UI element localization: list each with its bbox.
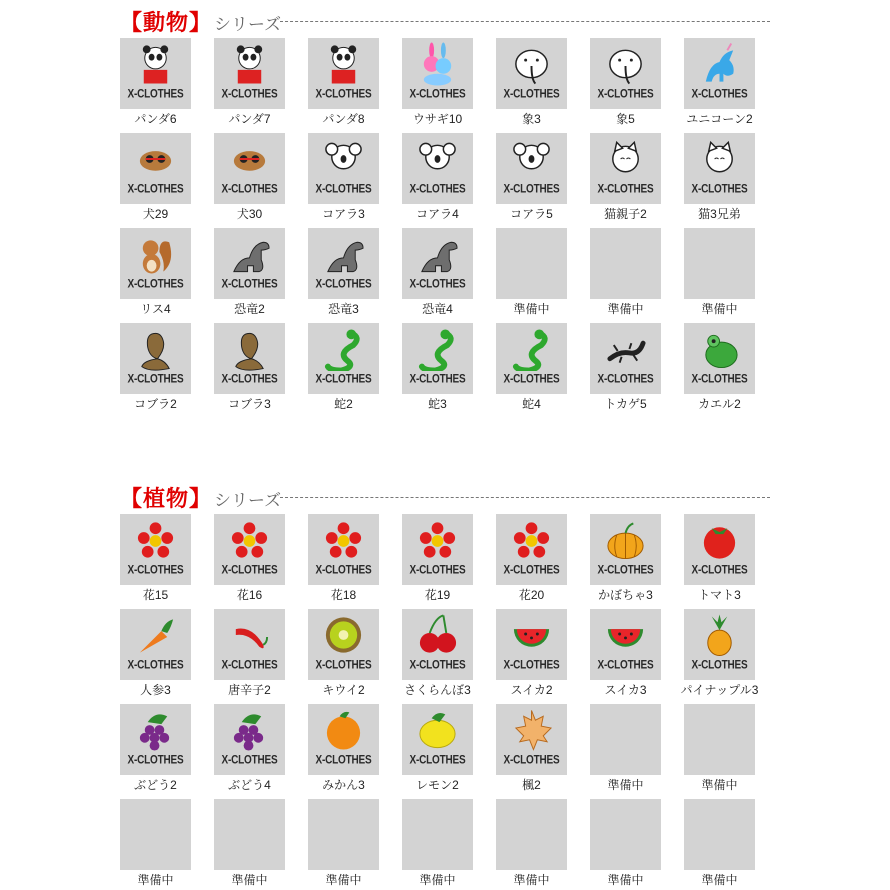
- design-tile[interactable]: [214, 609, 285, 699]
- design-name: 準備中: [607, 873, 644, 887]
- tile-background: [684, 704, 755, 775]
- brand-label: X-CLOTHES: [221, 183, 278, 196]
- design-tile[interactable]: [496, 323, 567, 413]
- design-tile[interactable]: [402, 133, 473, 223]
- brand-label: X-CLOTHES: [409, 754, 466, 767]
- brand-label: X-CLOTHES: [315, 754, 372, 767]
- brand-label: X-CLOTHES: [127, 183, 184, 196]
- brand-label: X-CLOTHES: [221, 88, 278, 101]
- tile-background: [120, 799, 191, 870]
- brand-label: X-CLOTHES: [127, 659, 184, 672]
- cobra-icon: [134, 327, 177, 371]
- design-name: 象3: [522, 112, 541, 126]
- placeholder-tile: [684, 799, 755, 889]
- snake-icon: [510, 327, 553, 371]
- brand-label: X-CLOTHES: [597, 373, 654, 386]
- brand-label: X-CLOTHES: [409, 659, 466, 672]
- design-name: キウイ2: [322, 683, 365, 697]
- snake-icon: [416, 327, 459, 371]
- placeholder-tile: [120, 799, 191, 889]
- design-tile[interactable]: [590, 514, 661, 604]
- kiwi-icon: [322, 613, 365, 657]
- koala-icon: [322, 137, 365, 181]
- design-tile[interactable]: [214, 704, 285, 794]
- watermelon-icon: [510, 613, 553, 657]
- placeholder-tile: [496, 228, 567, 318]
- brand-label: X-CLOTHES: [503, 88, 560, 101]
- design-tile[interactable]: [308, 609, 379, 699]
- brand-label: X-CLOTHES: [503, 659, 560, 672]
- tile-background: [590, 704, 661, 775]
- design-tile[interactable]: [402, 514, 473, 604]
- brand-label: X-CLOTHES: [409, 88, 466, 101]
- design-name: スイカ2: [510, 683, 553, 697]
- dinosaur-icon: [416, 232, 459, 276]
- design-name: 恐竜3: [328, 302, 359, 316]
- design-tile[interactable]: [214, 133, 285, 223]
- design-tile[interactable]: [308, 228, 379, 318]
- dashed-divider: [280, 21, 770, 22]
- design-name: さくらんぼ3: [404, 683, 471, 697]
- design-tile[interactable]: [590, 38, 661, 128]
- placeholder-tile: [402, 799, 473, 889]
- brand-label: X-CLOTHES: [127, 88, 184, 101]
- design-name: 花18: [330, 588, 357, 602]
- placeholder-tile: [214, 799, 285, 889]
- design-tile[interactable]: [590, 609, 661, 699]
- design-name: レモン2: [416, 778, 459, 792]
- design-tile[interactable]: [684, 514, 755, 604]
- section-series-label: シリーズ: [214, 15, 282, 34]
- design-name: ユニコーン2: [686, 112, 753, 126]
- design-name: 犬30: [236, 207, 263, 221]
- design-name: 楓2: [522, 778, 541, 792]
- carrot-icon: [134, 613, 177, 657]
- design-tile[interactable]: [120, 38, 191, 128]
- placeholder-tile: [684, 704, 755, 794]
- design-name: コアラ5: [510, 207, 553, 221]
- tile-background: [496, 228, 567, 299]
- design-name: 準備中: [701, 873, 738, 887]
- design-name: 猫親子2: [604, 207, 647, 221]
- brand-label: X-CLOTHES: [315, 88, 372, 101]
- brand-label: X-CLOTHES: [315, 373, 372, 386]
- brand-label: X-CLOTHES: [127, 278, 184, 291]
- design-name: 準備中: [607, 778, 644, 792]
- design-name: コブラ2: [134, 397, 177, 411]
- placeholder-tile: [590, 704, 661, 794]
- brand-label: X-CLOTHES: [409, 278, 466, 291]
- dog-icon: [134, 137, 177, 181]
- brand-label: X-CLOTHES: [691, 373, 748, 386]
- cat-icon: [604, 137, 647, 181]
- design-name: コアラ4: [416, 207, 459, 221]
- section-heading: 【動物】: [120, 10, 213, 35]
- design-tile[interactable]: [214, 38, 285, 128]
- design-name: 準備中: [325, 873, 362, 887]
- tile-background: [214, 799, 285, 870]
- section-heading: 【植物】: [120, 486, 213, 511]
- brand-label: X-CLOTHES: [691, 564, 748, 577]
- brand-label: X-CLOTHES: [597, 88, 654, 101]
- brand-label: X-CLOTHES: [315, 278, 372, 291]
- design-name: ぶどう4: [228, 778, 271, 792]
- unicorn-icon: [698, 42, 741, 86]
- design-name: 花19: [424, 588, 451, 602]
- rabbit-icon: [416, 42, 459, 86]
- elephant-icon: [604, 42, 647, 86]
- design-tile[interactable]: [308, 704, 379, 794]
- design-name: 花20: [518, 588, 545, 602]
- design-tile[interactable]: [214, 323, 285, 413]
- flower-icon: [322, 518, 365, 562]
- design-tile[interactable]: [120, 228, 191, 318]
- design-tile[interactable]: [308, 323, 379, 413]
- tile-background: [684, 228, 755, 299]
- design-tile[interactable]: [402, 704, 473, 794]
- brand-label: X-CLOTHES: [503, 373, 560, 386]
- dinosaur-icon: [228, 232, 271, 276]
- panda-icon: [322, 42, 365, 86]
- cherry-icon: [416, 613, 459, 657]
- design-tile[interactable]: [590, 323, 661, 413]
- design-name: スイカ3: [604, 683, 647, 697]
- dashed-divider: [280, 497, 770, 498]
- design-tile[interactable]: [214, 228, 285, 318]
- design-tile[interactable]: [496, 704, 567, 794]
- design-name: 準備中: [607, 302, 644, 316]
- brand-label: X-CLOTHES: [221, 564, 278, 577]
- placeholder-tile: [496, 799, 567, 889]
- design-name: ぶどう2: [134, 778, 177, 792]
- brand-label: X-CLOTHES: [691, 183, 748, 196]
- design-tile[interactable]: [120, 133, 191, 223]
- design-tile[interactable]: [496, 38, 567, 128]
- design-name: 唐辛子2: [228, 683, 271, 697]
- design-name: パンダ7: [228, 112, 271, 126]
- flower-icon: [416, 518, 459, 562]
- tomato-icon: [698, 518, 741, 562]
- design-tile[interactable]: [680, 609, 759, 699]
- section-title: [120, 6, 281, 36]
- design-tile[interactable]: [496, 609, 567, 699]
- design-name: 猫3兄弟: [698, 207, 741, 221]
- design-tile[interactable]: [496, 514, 567, 604]
- tile-background: [402, 799, 473, 870]
- design-name: トカゲ5: [604, 397, 647, 411]
- design-name: みかん3: [322, 778, 365, 792]
- design-tile[interactable]: [402, 38, 473, 128]
- brand-label: X-CLOTHES: [315, 659, 372, 672]
- design-tile[interactable]: [402, 609, 473, 699]
- placeholder-tile: [590, 799, 661, 889]
- maple-leaf-icon: [510, 708, 553, 752]
- design-name: 象5: [616, 112, 635, 126]
- tile-background: [308, 799, 379, 870]
- design-name: ウサギ10: [412, 112, 463, 126]
- design-tile[interactable]: [308, 514, 379, 604]
- design-name: 準備中: [513, 302, 550, 316]
- brand-label: X-CLOTHES: [127, 564, 184, 577]
- pineapple-icon: [698, 613, 741, 657]
- dog-icon: [228, 137, 271, 181]
- brand-label: X-CLOTHES: [127, 373, 184, 386]
- design-tile[interactable]: [214, 514, 285, 604]
- design-name: 準備中: [701, 302, 738, 316]
- flower-icon: [510, 518, 553, 562]
- design-tile[interactable]: [308, 133, 379, 223]
- section-title: [120, 482, 281, 512]
- design-name: トマト3: [698, 588, 741, 602]
- brand-label: X-CLOTHES: [503, 754, 560, 767]
- brand-label: X-CLOTHES: [597, 183, 654, 196]
- design-name: 花16: [236, 588, 263, 602]
- design-name: パンダ6: [134, 112, 177, 126]
- watermelon-icon: [604, 613, 647, 657]
- tile-background: [684, 799, 755, 870]
- design-tile[interactable]: [402, 323, 473, 413]
- design-tile[interactable]: [402, 228, 473, 318]
- design-name: 準備中: [419, 873, 456, 887]
- brand-label: X-CLOTHES: [409, 373, 466, 386]
- design-name: 蛇3: [428, 397, 447, 411]
- section-series-label: シリーズ: [214, 491, 282, 510]
- design-name: 恐竜2: [234, 302, 265, 316]
- design-name: コブラ3: [228, 397, 271, 411]
- tile-background: [590, 228, 661, 299]
- design-tile[interactable]: [120, 704, 191, 794]
- brand-label: X-CLOTHES: [315, 183, 372, 196]
- design-name: 花15: [142, 588, 169, 602]
- brand-label: X-CLOTHES: [597, 564, 654, 577]
- design-name: 準備中: [231, 873, 268, 887]
- flower-icon: [228, 518, 271, 562]
- brand-label: X-CLOTHES: [503, 183, 560, 196]
- design-tile[interactable]: [496, 133, 567, 223]
- design-tile[interactable]: [684, 38, 755, 128]
- brand-label: X-CLOTHES: [221, 754, 278, 767]
- brand-label: X-CLOTHES: [409, 183, 466, 196]
- design-name: コアラ3: [322, 207, 365, 221]
- design-tile[interactable]: [308, 38, 379, 128]
- design-name: 蛇2: [334, 397, 353, 411]
- design-name: 恐竜4: [422, 302, 453, 316]
- grape-icon: [228, 708, 271, 752]
- brand-label: X-CLOTHES: [315, 564, 372, 577]
- design-name: 準備中: [137, 873, 174, 887]
- flower-icon: [134, 518, 177, 562]
- tile-background: [496, 799, 567, 870]
- grape-icon: [134, 708, 177, 752]
- cat-icon: [698, 137, 741, 181]
- design-tile[interactable]: [120, 323, 191, 413]
- design-tile[interactable]: [684, 133, 755, 223]
- design-name: リス4: [140, 302, 171, 316]
- brand-label: X-CLOTHES: [691, 659, 748, 672]
- design-name: 人参3: [140, 683, 171, 697]
- design-name: 犬29: [142, 207, 169, 221]
- brand-label: X-CLOTHES: [409, 564, 466, 577]
- frog-icon: [698, 327, 741, 371]
- design-name: 準備中: [513, 873, 550, 887]
- brand-label: X-CLOTHES: [691, 88, 748, 101]
- lizard-icon: [604, 327, 647, 371]
- placeholder-tile: [684, 228, 755, 318]
- squirrel-icon: [134, 232, 177, 276]
- design-name: 準備中: [701, 778, 738, 792]
- design-tile[interactable]: [590, 133, 661, 223]
- dinosaur-icon: [322, 232, 365, 276]
- design-tile[interactable]: [120, 514, 191, 604]
- design-name: カエル2: [698, 397, 741, 411]
- cobra-icon: [228, 327, 271, 371]
- koala-icon: [416, 137, 459, 181]
- tile-background: [590, 799, 661, 870]
- panda-icon: [228, 42, 271, 86]
- design-tile[interactable]: [684, 323, 755, 413]
- placeholder-tile: [308, 799, 379, 889]
- brand-label: X-CLOTHES: [597, 659, 654, 672]
- orange-icon: [322, 708, 365, 752]
- design-tile[interactable]: [120, 609, 191, 699]
- design-name: かぼちゃ3: [598, 588, 653, 602]
- pumpkin-icon: [604, 518, 647, 562]
- panda-icon: [134, 42, 177, 86]
- design-name: パンダ8: [322, 112, 365, 126]
- brand-label: X-CLOTHES: [221, 278, 278, 291]
- elephant-icon: [510, 42, 553, 86]
- brand-label: X-CLOTHES: [221, 659, 278, 672]
- brand-label: X-CLOTHES: [127, 754, 184, 767]
- koala-icon: [510, 137, 553, 181]
- snake-icon: [322, 327, 365, 371]
- lemon-icon: [416, 708, 459, 752]
- chili-icon: [228, 613, 271, 657]
- placeholder-tile: [590, 228, 661, 318]
- design-name: パイナップル3: [680, 683, 759, 697]
- brand-label: X-CLOTHES: [221, 373, 278, 386]
- brand-label: X-CLOTHES: [503, 564, 560, 577]
- design-name: 蛇4: [522, 397, 541, 411]
